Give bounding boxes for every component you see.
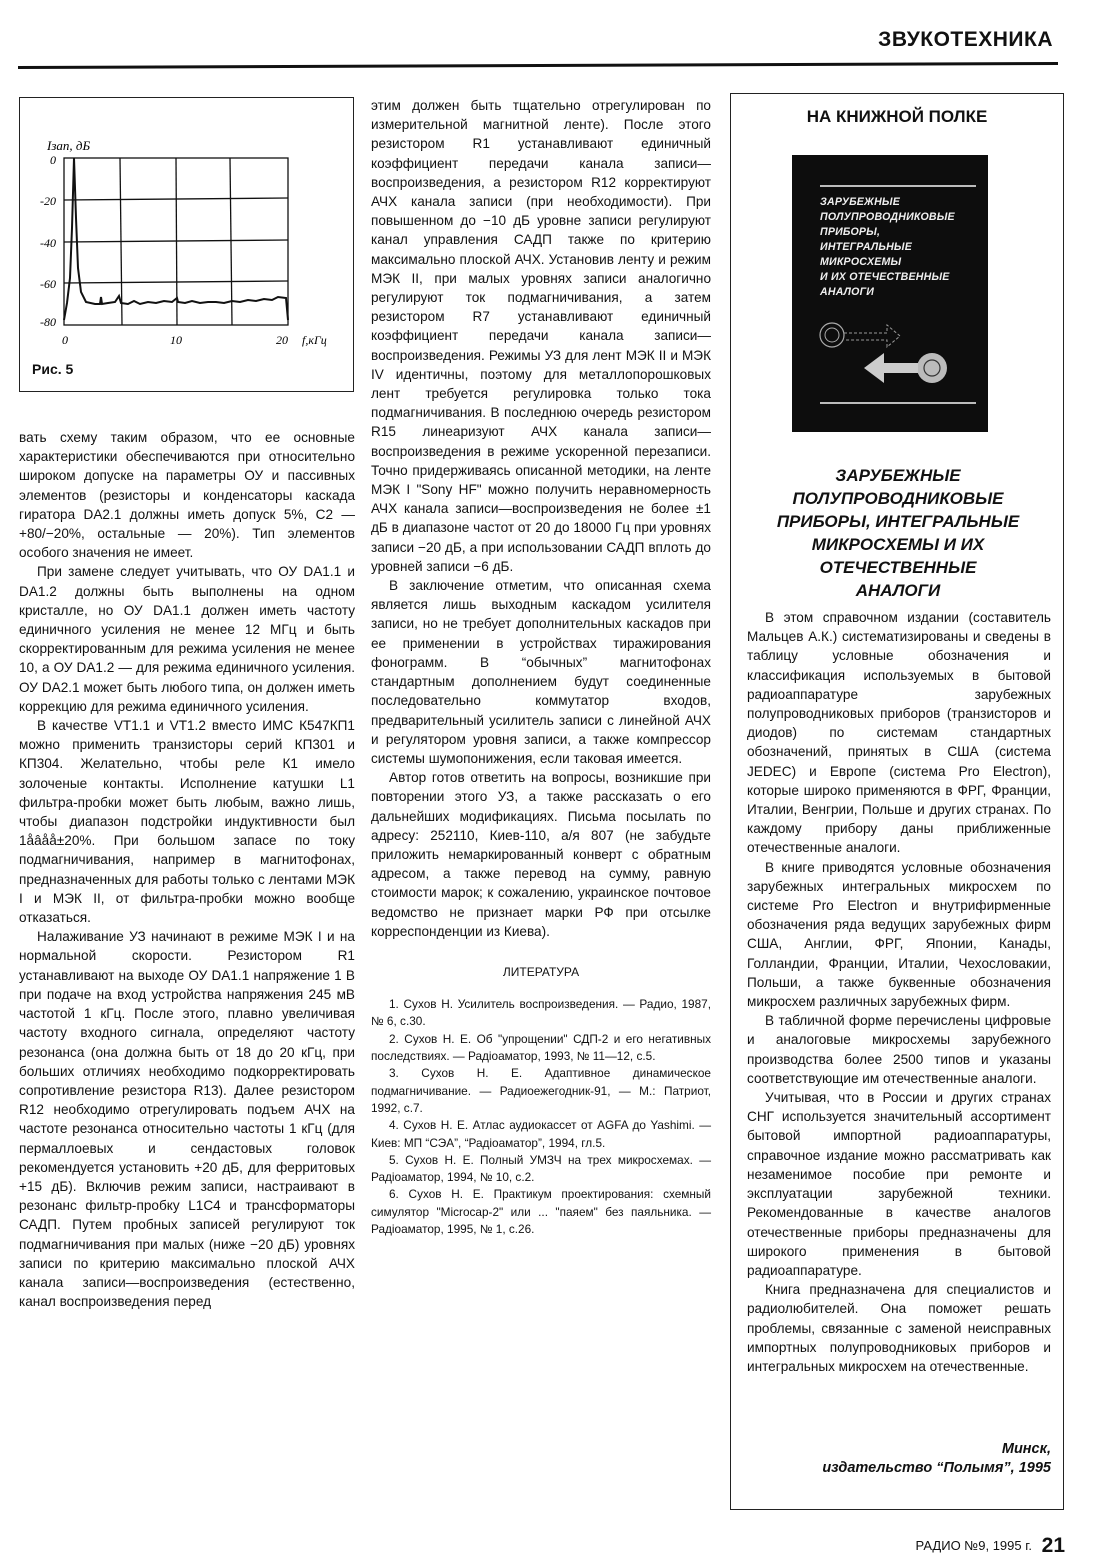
book-title-heading: ЗАРУБЕЖНЫЕ ПОЛУПРОВОДНИКОВЫЕ ПРИБОРЫ, ИНТЕГРАЛЬНЫЕ МИКРОСХЕМЫ И ИХ ОТЕЧЕСТВЕННЫЕ АНАЛОГИ (776, 466, 1020, 600)
page-number: 21 (1041, 1534, 1065, 1557)
paragraph: Автор готов ответить на вопросы, возникшие при повторении этого УЗ, а также рассказать о его дальнейших модификациях. Письма посылать по адресу: 252110, Киев-110, а/я 807 (не забудьте приложить немаркированный конверт с обратным адресом, а также перевод на сумму, равную стоимости марок; к сожалению, украинское почтовое ведомство не признает марки РФ при отсылке корреспонденции из Киева). (371, 770, 711, 939)
svg-text:f,кГц: f,кГц (302, 333, 327, 347)
paragraph: этим должен быть тщательно отрегулирован по измерительной магнитной ленте). После этого резистором R1 устанавливают единичный коэффициент передачи канала записи—воспроизведения, а резистором R12 корректируют АЧХ канала записи (при необходимости). При повышенном до −10 дБ уровне записи регулируют канал управления САДП также по критерию максимально плоской АЧХ. Установив ленту и режим МЭК II, при малых уровнях записи аналогично регулируют ток подмагничивания, а затем резистором R7 устанавливают единичный коэффициент передачи канала записи—воспроизведения. Режимы УЗ для лент МЭК II и МЭК IV идентичны, поэтому для металлопорошковых лент требуется регулировка только тока подмагничивания. В последнюю очередь резистором R15 линеаризуют АЧХ канала записи—воспроизведения в режиме ускоренной перезаписи. Точно придерживаясь описанной методики, на ленте МЭК I "Sony HF" можно получить неравномерность АЧХ канала записи—воспроизведения не более ±1 дБ в диапазоне частот от 20 до 18000 Гц при уровнях записи −20 дБ, а при использовании САДП вплоть до уровней записи −6 дБ. (371, 98, 711, 574)
svg-text:10: 10 (170, 333, 182, 347)
header-rule (18, 62, 1058, 69)
svg-text:20: 20 (276, 333, 288, 347)
section-title: ЗВУКОТЕХНИКА (878, 28, 1053, 51)
reference-item: 2. Сухов Н. Е. Об "упрощении" СДП-2 и его негативных последствиях. — Радіоаматор, 1993, № 11—12, с.5. (371, 1031, 711, 1064)
paragraph: В этом справочном издании (составитель Мальцев А.К.) систематизированы и сведены в таблицу условные обозначения и классификация используемых в бытовой радиоаппаратуре зарубежных полупроводниковых приборов (транзисторов и диодов) по системам стандартных обозначений, принятых в США (система JEDEC) и Европе (система Pro Electron), которые широко применяются в ФРГ, Франции, Италии, Венгрии, Польше и других странах. По каждому прибору даны приближенные отечественные аналоги. (747, 610, 1051, 856)
issue-info: РАДИО №9, 1995 г. (915, 1538, 1033, 1553)
reference-item: 1. Сухов Н. Усилитель воспроизведения. — Радио, 1987, № 6, с.30. (371, 997, 711, 1029)
paragraph: В книге приводятся условные обозначения зарубежных интегральных микросхем по системе Pro Electron и внутрифирменные обозначения ряда ведущих зарубежных фирм США, Англии, ФРГ, Японии, Канады, Голландии, Франции, Италии, Чехословакии, Польши, а также буквенные обозначения микросхем различных зарубежных фирм. (747, 859, 1051, 1010)
article-column-2 (371, 96, 711, 1238)
figure-5 (19, 97, 354, 392)
paragraph: При замене следует учитывать, что ОУ DA1.1 и DA1.2 должны быть выполнены на одном кристалле, но ОУ DA1.1 должен иметь частоту единичного усиления не менее 12 МГц и быть скорректированным для режима усиления не менее 10, а ОУ DA1.2 — для режима единичного усиления. ОУ DA2.1 может быть любого типа, он должен иметь коррекцию для режима единичного усиления. (19, 564, 355, 714)
book-description (747, 608, 1051, 1376)
paragraph: В заключение отметим, что описанная схема является лишь выходным каскадом усилителя записи, но не требует дополнительных каскадов при ее применении в устройствах тиражирования фонограмм. В “обычных” магнитофонах стандартным дополнением будут соединенные последовательно коммутатор входов, предварительный усилитель записи с линейной АЧХ и регулятором уровня записи, а также компрессор системы шумопонижения, если таковая имеется. (371, 578, 711, 766)
frequency-response-chart (20, 98, 355, 393)
page-footer (916, 1534, 1065, 1558)
sidebar-title: НА КНИЖНОЙ ПОЛКЕ (806, 107, 988, 126)
bookshelf-sidebar (730, 93, 1064, 1510)
arrows-icon (792, 155, 988, 432)
paragraph: Учитывая, что в России и других странах СНГ используется значительный ассортимент бытовой импортной радиоаппаратуры, справочное издание можно рассматривать как незаменимое пособие при ремонте и эксплуатации зарубежной техники. Рекомендованные в качестве аналогов отечественные приборы предназначены для широкого применения в бытовой радиоаппаратуре. (747, 1090, 1051, 1278)
publisher-info: Минск, издательство “Полымя”, 1995 (822, 1441, 1051, 1476)
paragraph: вать схему таким образом, что ее основные характеристики обеспечиваются при относительно широком допуске на параметры ОУ и пассивных элементов (резисторы и конденсаторы каскада гиратора DA2.1 должны иметь допуск 5%, С2 — +80/−20%, остальные — 20%). Тип элементов особого значения не имеет. (19, 430, 355, 561)
references-title: ЛИТЕРАТУРА (502, 964, 580, 979)
paragraph: Налаживание УЗ начинают в режиме МЭК I и на нормальной скорости. Резистором R1 устанавливают на выходе ОУ DA1.1 напряжение 1 В при подаче на вход устройства напряжения 245 мВ частотой 1 кГц. После этого, плавно увеличивая частоту входного сигнала, определяют частоту резонанса (она должна быть от 18 до 20 кГц, при больших отличиях необходимо подкорректировать сопротивление резистора R13). Далее резистором R12 необходимо отрегулировать подъем АЧХ на частоте резонанса относительно частоты 1 кГц (для пермаллоевых и сендастовых головок рекомендуется установить +20 дБ, для ферритовых +15 дБ). Включив режим записи, настраивают в резонанс фильтр-пробку L1C4 и трансформаторы САДП. Путем пробных записей регулируют ток подмагничивания при малых (ниже −20 дБ) уровнях записи по критерию максимально плоской АЧХ канала записи—воспроизведения (естественно, канал воспроизведения перед (19, 929, 355, 1310)
reference-item: 5. Сухов Н. Е. Полный УМЗЧ на трех микросхемах. — Радіоаматор, 1994, № 10, с.2. (371, 1152, 711, 1185)
svg-text:-80: -80 (40, 315, 56, 329)
y-axis-label: Iзап, дБ (47, 138, 91, 153)
svg-text:-60: -60 (40, 277, 56, 291)
book-cover-title: ЗАРУБЕЖНЫЕ ПОЛУПРОВОДНИКОВЫЕ ПРИБОРЫ, ИНТЕГРАЛЬНЫЕ МИКРОСХЕМЫ И ИХ ОТЕЧЕСТВЕННЫЕ АНАЛОГИ (820, 196, 955, 298)
paragraph: В качестве VT1.1 и VT1.2 вместо ИМС К547КП1 можно применить транзисторы серий КП301 и КП304. Желательно, чтобы реле К1 имело золоченые контакты. Исполнение катушки L1 фильтра-пробки может быть любым, важно лишь, чтобы диапазон подстройки индуктивности был 1åâåå±20%. При большом запасе по току подмагничивания, например в магнитофонах, предназначенных для работы только с лентами МЭК I и МЭК II, от фильтра-пробки можно вообще отказаться. (19, 718, 355, 926)
paragraph: В табличной форме перечислены цифровые и аналоговые микросхемы зарубежного производства более 2500 типов и указаны соответствующие им отечественные аналоги. (747, 1013, 1051, 1086)
svg-text:0: 0 (62, 333, 68, 347)
reference-item: 3. Сухов Н. Е. Адаптивное динамическое подмагничивание. — Радиоежегодник-91, — М.: Патриот, 1992, с.7. (371, 1066, 711, 1115)
svg-text:0: 0 (50, 153, 56, 167)
cover-rule (820, 402, 976, 404)
book-cover (792, 155, 988, 432)
paragraph: Книга предназначена для специалистов и радиолюбителей. Она поможет решать проблемы, связанные с заменой неисправных импортных полупроводниковых приборов и интегральных микросхем на отечественные. (747, 1282, 1051, 1374)
svg-text:-20: -20 (40, 194, 56, 208)
reference-item: 6. Сухов Н. Е. Практикум проектирования: схемный симулятор "Microcap-2" или ... "паяем" без паяльника. — Радіоаматор, 1995, № 1, с.26. (371, 1187, 711, 1236)
article-column-1 (19, 428, 355, 1311)
figure-caption: Рис. 5 (32, 361, 74, 377)
svg-text:-40: -40 (40, 236, 56, 250)
reference-item: 4. Сухов Н. Е. Атлас аудиокассет от AGFA до Yashimi. — Киев: МП “СЭА”, “Радіоаматор”, 1994, гл.5. (371, 1118, 711, 1150)
